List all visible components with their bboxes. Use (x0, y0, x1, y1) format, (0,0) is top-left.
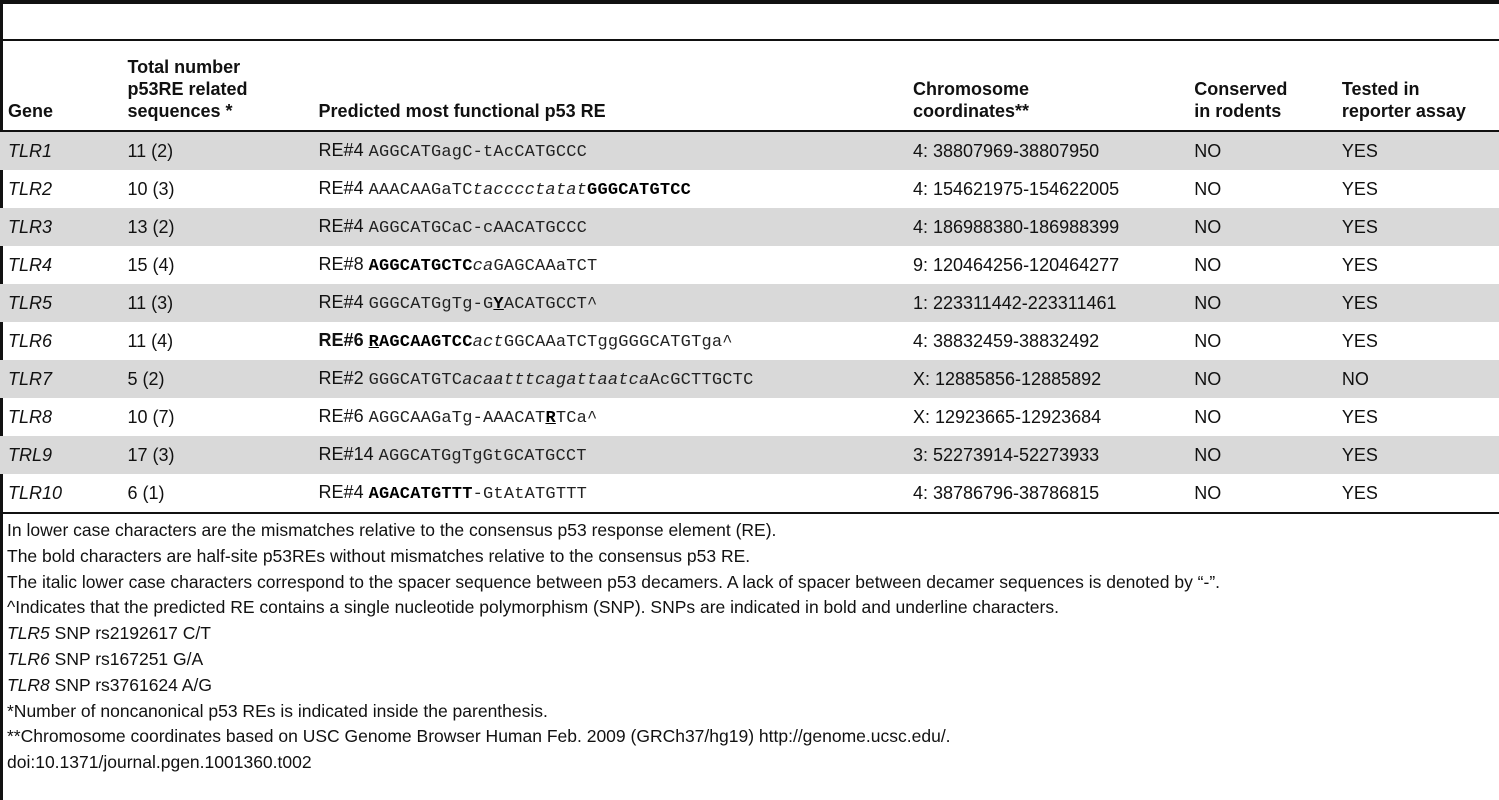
sequence-fragment: GGGCATGTCC (587, 181, 692, 200)
header-top-rule (0, 39, 1499, 41)
re-sequence (369, 333, 733, 352)
tested-cell: YES (1334, 208, 1499, 246)
total-cell: 11 (3) (119, 284, 310, 322)
footnote-lowercase: In lower case characters are the mismatches relative to the consensus p53 response element (RE). (7, 520, 777, 540)
re-id: RE#6 (318, 330, 364, 350)
sequence-fragment: GAGCAAaTCT (493, 257, 598, 276)
footnote-snp: ^Indicates that the predicted RE contains a single nucleotide polymorphism (SNP). SNPs are indicated in bold and underline characters. (7, 597, 1059, 618)
conserved-cell: NO (1186, 360, 1334, 398)
sequence-fragment: act (472, 333, 504, 352)
sequence-fragment: AAACAAGaTC (368, 181, 473, 200)
chromosome-cell: 4: 154621975-154622005 (912, 178, 1120, 199)
table-footnotes (7, 518, 1487, 776)
sequence-fragment: GGGCATGTC (368, 371, 463, 390)
sequence-fragment: AGACATGTTT (368, 485, 473, 504)
sequence-fragment: Y (493, 295, 504, 314)
tested-cell: YES (1341, 178, 1378, 199)
chromosome-cell: 3: 52273914-52273933 (905, 436, 1186, 474)
gene-cell: TLR2 (8, 178, 53, 199)
footnote-italic: The italic lower case characters correspond to the spacer sequence between p53 decamers. A lack of spacer between decamer sequences is denoted by “-”. (7, 571, 1221, 592)
sequence-fragment: GGGCATGgTg-G (368, 295, 494, 314)
conserved-cell: NO (1186, 474, 1334, 513)
predicted-re-cell (311, 208, 905, 246)
re-sequence (369, 181, 691, 200)
tested-cell: YES (1341, 406, 1378, 427)
header-chromosome-line-1: Chromosome (912, 79, 1029, 99)
re-id: RE#8 (318, 254, 364, 274)
table-body (0, 131, 1499, 513)
predicted-re-cell (311, 246, 905, 284)
tested-cell: YES (1334, 474, 1499, 513)
sequence-fragment: AcGCTTGCTC (649, 371, 754, 390)
header-predicted-re: Predicted most functional p53 RE (311, 50, 905, 131)
predicted-re-cell (311, 322, 905, 360)
conserved-cell: NO (1186, 436, 1334, 474)
chromosome-cell: 4: 38832459-38832492 (912, 330, 1100, 351)
total-cell: 11 (2) (119, 131, 310, 170)
sequence-fragment: AGGCATGCTC (368, 257, 473, 276)
header-chromosome (905, 50, 1186, 131)
gene-cell: TLR6 (8, 330, 53, 351)
header-conserved-line-1: Conserved (1194, 79, 1288, 99)
sequence-fragment: R (545, 409, 556, 428)
chromosome-cell: 1: 223311442-223311461 (905, 284, 1186, 322)
re-id: RE#14 (318, 444, 374, 464)
footnote-snp-tlr8 (7, 673, 1487, 699)
table-row (0, 360, 1499, 398)
sequence-fragment: R (368, 333, 379, 352)
sequence-fragment: AGGCAAGaTg-AAACAT (368, 409, 546, 428)
sequence-fragment: ACATGCCT^ (503, 295, 598, 314)
snp-gene: TLR8 (7, 674, 50, 695)
re-id: RE#2 (318, 368, 364, 388)
predicted-re-cell (311, 398, 905, 436)
header-total-line-3: sequences * (127, 101, 233, 121)
tested-cell: YES (1341, 254, 1378, 275)
chromosome-cell: 4: 186988380-186988399 (905, 208, 1186, 246)
gene-cell: TLR8 (8, 406, 53, 427)
footnote-noncanonical: *Number of noncanonical p53 REs is indicated inside the parenthesis. (7, 700, 548, 721)
sequence-fragment: tacccctatat (472, 181, 588, 200)
table-row (0, 284, 1499, 322)
snp-gene: TLR5 (7, 623, 50, 644)
table-row (0, 170, 1499, 208)
conserved-cell: NO (1194, 406, 1222, 427)
table-row (0, 208, 1499, 246)
conserved-cell: NO (1186, 208, 1334, 246)
tested-cell: YES (1334, 131, 1499, 170)
chromosome-cell: 9: 120464256-120464277 (912, 254, 1120, 275)
total-cell: 13 (2) (119, 208, 310, 246)
re-sequence (379, 447, 587, 466)
predicted-re-cell (311, 360, 905, 398)
re-sequence (369, 257, 598, 276)
gene-cell: TLR5 (0, 284, 119, 322)
table-row (0, 131, 1499, 170)
snp-detail: SNP rs3761624 A/G (49, 674, 212, 695)
total-cell: 11 (4) (127, 330, 174, 351)
gene-cell: TLR3 (0, 208, 119, 246)
snp-gene: TLR6 (7, 648, 50, 669)
conserved-cell: NO (1194, 178, 1222, 199)
predicted-re-cell (311, 170, 905, 208)
re-sequence (369, 371, 754, 390)
header-total-line-2: p53RE related (127, 79, 248, 99)
footnote-snp-tlr5 (7, 621, 1487, 647)
gene-cell: TLR10 (0, 474, 119, 513)
total-cell: 6 (1) (119, 474, 310, 513)
snp-detail: SNP rs2192617 C/T (49, 623, 211, 644)
total-cell: 10 (7) (127, 406, 175, 427)
sequence-fragment: AGCAAGTCC (379, 333, 473, 352)
footnote-snp-tlr6 (7, 647, 1487, 673)
conserved-cell: NO (1194, 330, 1222, 351)
gene-cell: TLR7 (0, 360, 119, 398)
table-row (0, 436, 1499, 474)
re-id: RE#4 (318, 140, 364, 160)
chromosome-cell: X: 12885856-12885892 (905, 360, 1186, 398)
header-conserved (1186, 50, 1334, 131)
header-conserved-line-2: in rodents (1194, 101, 1282, 121)
footnote-coordinates: **Chromosome coordinates based on USC Genome Browser Human Feb. 2009 (GRCh37/hg19) http://genome.ucsc.edu/. (7, 726, 951, 747)
predicted-re-cell (311, 284, 905, 322)
conserved-cell: NO (1186, 284, 1334, 322)
re-sequence (369, 219, 587, 238)
re-sequence (369, 485, 587, 504)
conserved-cell: NO (1194, 254, 1222, 275)
re-sequence (369, 295, 598, 314)
tested-cell: NO (1334, 360, 1499, 398)
snp-detail: SNP rs167251 G/A (49, 648, 204, 669)
header-tested-line-1: Tested in (1341, 79, 1420, 99)
conserved-cell: NO (1186, 131, 1334, 170)
tested-cell: YES (1334, 284, 1499, 322)
gene-cell: TRL9 (0, 436, 119, 474)
chromosome-cell: X: 12923665-12923684 (912, 406, 1102, 427)
re-id: RE#4 (318, 292, 364, 312)
chromosome-cell: 4: 38807969-38807950 (905, 131, 1186, 170)
sequence-fragment: acaatttcagattaatca (462, 371, 650, 390)
predicted-re-cell (311, 436, 905, 474)
re-id: RE#6 (318, 406, 364, 426)
header-row (0, 50, 1499, 131)
sequence-fragment: -GtAtATGTTT (472, 485, 588, 504)
tested-cell: YES (1334, 436, 1499, 474)
header-total-line-1: Total number (127, 57, 241, 77)
re-id: RE#4 (318, 482, 364, 502)
gene-cell: TLR4 (8, 254, 53, 275)
table-row (0, 474, 1499, 513)
sequence-fragment: TCa^ (555, 409, 598, 428)
re-id: RE#4 (318, 216, 364, 236)
footnote-bold: The bold characters are half-site p53REs without mismatches relative to the consensus p53 RE. (7, 545, 751, 566)
re-sequence (369, 409, 598, 428)
doi-link[interactable]: doi:10.1371/journal.pgen.1001360.t002 (7, 752, 312, 773)
predicted-re-cell (311, 131, 905, 170)
header-total-number (119, 50, 310, 131)
predicted-re-cell (311, 474, 905, 513)
header-tested (1334, 50, 1499, 131)
table-row (0, 398, 1499, 436)
re-id: RE#4 (318, 178, 364, 198)
total-cell: 5 (2) (119, 360, 310, 398)
header-tested-line-2: reporter assay (1341, 101, 1466, 121)
sequence-fragment: AGGCATGCaC-cAACATGCCC (368, 219, 588, 238)
tested-cell: YES (1341, 330, 1378, 351)
total-cell: 10 (3) (127, 178, 175, 199)
gene-cell: TLR1 (0, 131, 119, 170)
chromosome-cell: 4: 38786796-38786815 (905, 474, 1186, 513)
table-row (0, 322, 1499, 360)
header-gene: Gene (0, 50, 119, 131)
sequence-fragment: GGCAAaTCTggGGGCATGTga^ (503, 333, 733, 352)
total-cell: 15 (4) (127, 254, 175, 275)
sequence-fragment: AGGCATGgTgGtGCATGCCT (378, 447, 587, 466)
header-chromosome-line-2: coordinates** (912, 101, 1029, 121)
sequence-fragment: ca (472, 257, 494, 276)
top-border-rule (0, 0, 1499, 4)
table-row (0, 246, 1499, 284)
total-cell: 17 (3) (119, 436, 310, 474)
sequence-fragment: AGGCATGagC-tAcCATGCCC (368, 143, 588, 162)
re-sequence (369, 143, 587, 162)
tlr-p53re-table (0, 50, 1499, 514)
